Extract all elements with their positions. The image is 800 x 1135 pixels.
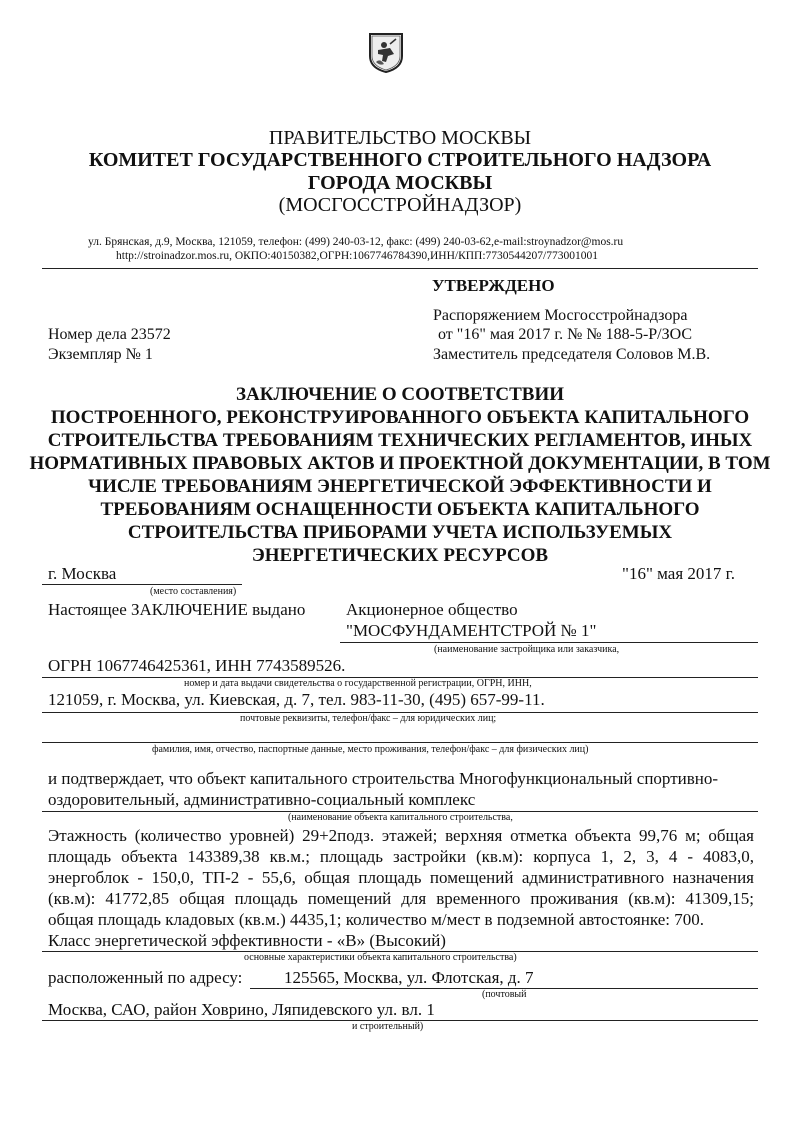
object-characteristics-line: общая площадь кладовых (кв.м.) 4435,1; количество м/мест в подземной автостоянке: 700. [48, 910, 704, 929]
approval-order: Распоряжением Мосгосстройнадзора [433, 307, 688, 324]
place-city: г. Москва [48, 564, 117, 583]
object-characteristics-line: Этажность (количество уровней) 29+2подз. этажей; верхняя отметка объекта 99,76 м; общая [48, 826, 754, 845]
object-characteristics-line: (кв.м): 41772,85 общая площадь помещений для временного проживания (кв.м): 41309,15; [48, 889, 754, 908]
ogrn-caption: номер и дата выдачи свидетельства о государственной регистрации, ОГРН, ИНН, [184, 678, 532, 689]
construction-address: Москва, САО, район Ховрино, Ляпидевского ул. вл. 1 [48, 1000, 435, 1019]
contact-registry: http://stroinadzor.mos.ru, ОКПО:40150382,ОГРН:1067746784390,ИНН/КПП:7730544207/773001001 [116, 250, 598, 262]
document-title-line: ЭНЕРГЕТИЧЕСКИХ РЕСУРСОВ [251, 545, 549, 566]
document-title-line: СТРОИТЕЛЬСТВА ПРИБОРАМИ УЧЕТА ИСПОЛЬЗУЕМЫХ [127, 522, 673, 543]
postal-caption: (почтовый [482, 989, 527, 1000]
object-characteristics-line: площадь объекта 143389,38 кв.м.; площадь застройки (кв.м): корпуса 1, 2, 3, 4 - 4083,0, [48, 847, 754, 866]
object-line: и подтверждает, что объект капитального строительства Многофункциональный спортивно- [48, 769, 719, 788]
committee-name: КОМИТЕТ ГОСУДАРСТВЕННОГО СТРОИТЕЛЬНОГО НАДЗОРА [88, 149, 712, 171]
address-caption: почтовые реквизиты, телефон/факс – для юридических лиц; [240, 713, 497, 724]
characteristics-caption: основные характеристики объекта капитального строительства) [244, 952, 517, 963]
contact-address: ул. Брянская, д.9, Москва, 121059, телефон: (499) 240-03-12, факс: (499) 240-03-62,e-mail:stroynadzor@mos.ru [88, 236, 624, 248]
construction-caption: и строительный) [352, 1021, 424, 1032]
case-number: Номер дела 23572 [48, 326, 171, 343]
place-caption: (место составления) [150, 586, 237, 597]
document-title-line: ПОСТРОЕННОГО, РЕКОНСТРУИРОВАННОГО ОБЪЕКТА КАПИТАЛЬНОГО [50, 407, 750, 428]
object-characteristics-line: Класс энергетической эффективности - «В» (Высокий) [48, 931, 446, 950]
object-caption: (наименование объекта капитального строительства, [288, 812, 513, 823]
committee-city: ГОРОДА МОСКВЫ [307, 172, 493, 194]
document-title-line: СТРОИТЕЛЬСТВА ТРЕБОВАНИЯМ ТЕХНИЧЕСКИХ РЕГЛАМЕНТОВ, ИНЫХ [47, 430, 753, 451]
approval-signer: Заместитель председателя Соловов М.В. [433, 346, 711, 363]
document-title-line: ЗАКЛЮЧЕНИЕ О СООТВЕТСТВИИ [235, 384, 565, 405]
document-title-line: ЧИСЛЕ ТРЕБОВАНИЯМ ЭНЕРГЕТИЧЕСКОЙ ЭФФЕКТИВНОСТИ И [88, 476, 712, 497]
moscow-coat-of-arms-icon [366, 30, 406, 74]
government-name: ПРАВИТЕЛЬСТВО МОСКВЫ [268, 127, 532, 149]
committee-abbr: (МОСГОССТРОЙНАДЗОР) [278, 194, 522, 216]
object-line: оздоровительный, административно-социальный комплекс [48, 790, 476, 809]
issued-label: Настоящее ЗАКЛЮЧЕНИЕ выдано [48, 600, 306, 619]
copy-number: Экземпляр № 1 [48, 346, 153, 363]
person-caption: фамилия, имя, отчество, паспортные данные, место проживания, телефон/факс – для физических лиц) [152, 744, 589, 755]
approval-date: от "16" мая 2017 г. № № 188-5-Р/ЗОС [438, 326, 693, 343]
document-title-line: ТРЕБОВАНИЯМ ОСНАЩЕННОСТИ ОБЪЕКТА КАПИТАЛЬНОГО [100, 499, 700, 520]
org-address: 121059, г. Москва, ул. Киевская, д. 7, тел. 983-11-30, (495) 657-99-11. [48, 690, 545, 709]
document-title-line: НОРМАТИВНЫХ ПРАВОВЫХ АКТОВ И ПРОЕКТНОЙ ДОКУМЕНТАЦИИ, В ТОМ [29, 453, 771, 474]
postal-address: 125565, Москва, ул. Флотская, д. 7 [284, 968, 534, 987]
org-caption: (наименование застройщика или заказчика, [434, 644, 620, 655]
object-characteristics-line: энергоблок - 150,0, ТП-2 - 55,6, общая площадь помещений административного назначения [48, 868, 754, 887]
location-label: расположенный по адресу: [48, 968, 243, 987]
approved-heading: УТВЕРЖДЕНО [432, 276, 555, 295]
ogrn-inn: ОГРН 1067746425361, ИНН 7743589526. [48, 656, 346, 675]
org-name: "МОСФУНДАМЕНТСТРОЙ № 1" [346, 621, 597, 640]
document-date: "16" мая 2017 г. [622, 564, 735, 583]
org-form: Акционерное общество [346, 600, 518, 619]
